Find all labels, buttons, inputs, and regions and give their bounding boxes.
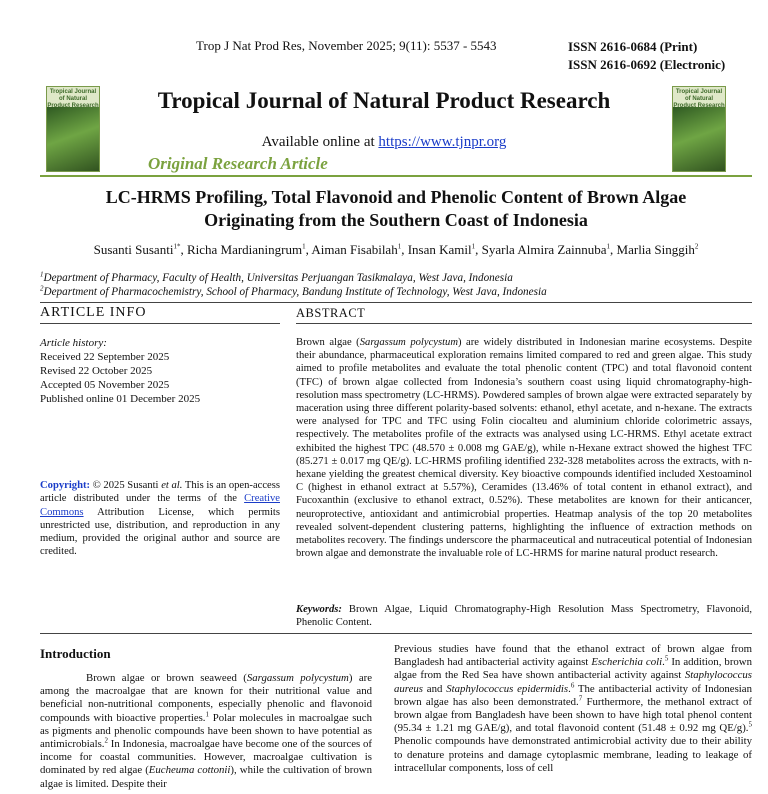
journal-url-link[interactable]: https://www.tjnpr.org (378, 134, 507, 150)
article-info-heading: ARTICLE INFO (40, 305, 147, 320)
history-published: Published online 01 December 2025 (40, 393, 201, 405)
history-received: Received 22 September 2025 (40, 351, 170, 363)
author-list: Susanti Susanti$^{1*}$, Richa Mardianingrum$^1$, Aiman Fisabilah$^1$, Insan Kamil$^1$, Syarla Almira Zainnuba$^1$, Marlia Singgih$^2$ (93, 242, 699, 257)
article-info-rule (40, 323, 280, 324)
history-revised: Revised 22 October 2025 (40, 365, 153, 377)
keywords: Keywords: Brown Algae, Liquid Chromatography-High Resolution Mass Spectrometry, Flavonoid, Phenolic Content. (296, 604, 752, 629)
abstract-rule (296, 323, 752, 324)
section-rule-bottom (40, 633, 752, 634)
copyright-label: Copyright: (40, 480, 91, 491)
author: Richa Mardianingrum$^1$ (186, 242, 306, 257)
issn-block (568, 38, 725, 74)
creative-commons-link[interactable]: Creative Commons (40, 493, 280, 518)
journal-name: Tropical Journal of Natural Product Research (157, 88, 611, 113)
introduction-right-column: Previous studies have found that the ethanol extract of brown algae from Bangladesh had antibacterial activity against Escherichia coli.$^5$ In addition, brown algae from the Red Sea have shown antibacterial activity against Staphylococcus aureus and Staphylococcus epidermidis.$^6$ The antibacterial activity of Indonesian brown algae has also been demonstrated.$^7$ Furthermore, the methanol extract of brown algae from Bangladesh have been shown to have high total phenol content (95.34 ± 1.21 mg GAE/g), and total flavonoid content (51.48 ± 0.92 mg QE/g).$^5$ Phenolic compounds have demonstrated antimicrobial activity due to their ability to denature proteins and damage cytoplasmic membrane, leading to leakage of intracellular components, loss of cell (394, 643, 753, 774)
introduction-heading: Introduction (40, 646, 111, 661)
article-history (40, 336, 280, 406)
title-line-1: LC-HRMS Profiling, Total Flavonoid and Phenolic Content of Brown Algae (105, 187, 687, 207)
author: Insan Kamil$^1$ (407, 242, 476, 257)
article-title (40, 186, 752, 232)
introduction-left-column: Brown algae or brown seaweed (Sargassum polycystum) are among the macroalgae that are known for their nutritional value and beneficial non-nutritional components, especially phenolic and flavonoid compounds with bioactive properties.$^1$ Polar molecules in macroalgae such as pigments and phenolic compounds have been shown to have potential as antimicrobials.$^2$ In Indonesia, macroalgae have become one of the sources of income for coastal communities. However, macroalgae cultivation is dominated by red algae (Eucheuma cottonii), while the cultivation of brown algae is limited. Despite their (40, 672, 373, 790)
section-rule-top (40, 302, 752, 303)
available-online (0, 134, 768, 151)
article-history-label: Article history: (40, 337, 107, 349)
abstract-heading: ABSTRACT (296, 306, 366, 320)
author: Syarla Almira Zainnuba$^1$ (481, 242, 611, 257)
issn-electronic: ISSN 2616-0692 (Electronic) (568, 57, 726, 72)
header-divider (40, 175, 752, 177)
issn-print: ISSN 2616-0684 (Print) (568, 39, 698, 54)
author: Aiman Fisabilah$^1$ (311, 242, 402, 257)
affiliation-1: $^1$Department of Pharmacy, Faculty of Health, Universitas Perjuangan Tasikmalaya, West Java, Indonesia (40, 270, 513, 284)
author: Marlia Singgih$^2$ (616, 242, 699, 257)
cover-caption: Tropical Journal of Natural Product Research (47, 89, 99, 109)
title-line-2: Originating from the Southern Coast of Indonesia (204, 210, 588, 230)
copyright-notice: Copyright: © 2025 Susanti et al. This is an open-access article distributed under the terms of the Creative Commons Attribution License, which permits unrestricted use, distribution, and reproduction in any medium, provided the original author and source are credited. (40, 480, 280, 558)
cover-caption: Tropical Journal of Natural Product Research (673, 89, 725, 109)
affiliation-2: $^2$Department of Pharmacochemistry, School of Pharmacy, Bandung Institute of Technology, West Java, Indonesia (40, 284, 547, 298)
history-accepted: Accepted 05 November 2025 (40, 379, 170, 391)
keywords-label: Keywords: (296, 604, 342, 615)
author: Susanti Susanti$^{1*}$ (93, 242, 181, 257)
abstract-text: Brown algae (Sargassum polycystum) are widely distributed in Indonesian marine ecosystems. Despite their abundance, pharmaceutical exploration remains limited compared to red and green algae. This study aimed to profile metabolites and evaluate the total phenolic content (TPC) and total flavonoid content (TFC) of brown algae collected from Indonesia’s southern coast using liquid chromatography-high-resolution mass spectrometry (LC-HRMS). Powdered samples of brown algae were extracted separately by maceration using three different polarity-based solvents: ethanol, ethyl acetate, and n-hexane. The extracts were analysed for TPC and TFC using Folin ciocalteu and aluminium chloride colorimetric assays, respectively. The metabolites profile of the extracts was analysed using LC-HRMS. Ethyl acetate extract exhibited the highest TPC (48.570 ± 0.008 mg GAE/g), while n-Hexane extract showed the highest TFC (85.271 ± 0.017 mg QE/g). LC-HRMS profiling identified 232-328 metabolites across the extracts, with n-hexane yielding the greatest chemical diversity. Key bioactive compounds identified included Xestoaminol C (highest in ethanol extract at 5.57%), Ceramides (13.46% of total content in ethanol extract), and Fucoxanthin (exclusive to ethanol extract, 0.52%). These metabolites are known for their anticancer, neuroprotective, antioxidant and antimicrobial properties. Heatmap analysis of the top 20 metabolites revealed solvent-dependent clustering patterns, highlighting the influence of extraction methods on metabolites recovery. The findings underscore the pharmaceutical and nutraceutical potential of Indonesian brown algae and demonstrate the invaluable role of LC-HRMS for marine natural product research. (296, 337, 752, 560)
available-prefix: Available online at (261, 134, 379, 150)
running-head: Trop J Nat Prod Res, November 2025; 9(11): 5537 - 5543 (196, 38, 497, 53)
article-type: Original Research Article (148, 154, 328, 173)
